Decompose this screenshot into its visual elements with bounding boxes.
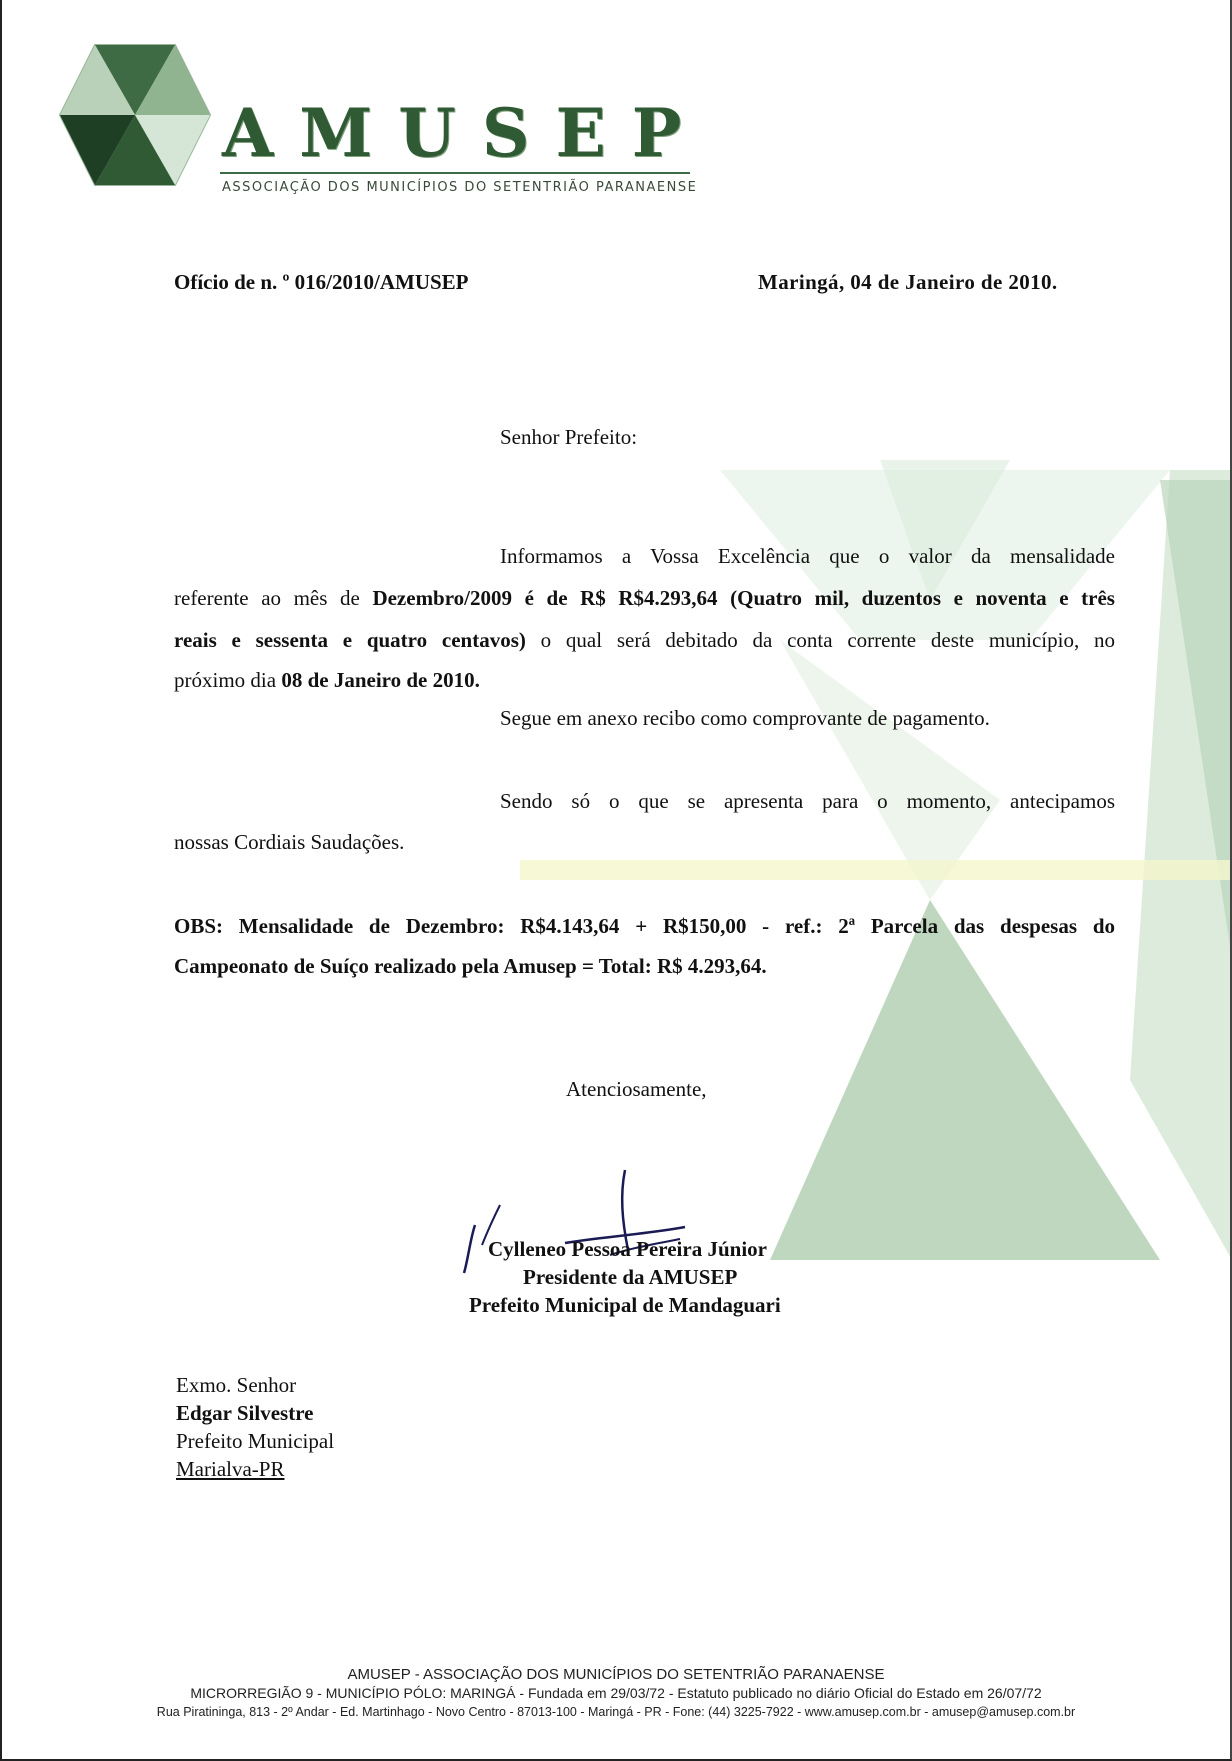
amusep-logo-icon (55, 40, 215, 190)
place-and-date: Maringá, 04 de Janeiro de 2010. (758, 270, 1058, 294)
salutation: Senhor Prefeito: (500, 425, 638, 449)
footer-line-1: AMUSEP - ASSOCIAÇÃO DOS MUNICÍPIOS DO SETENTRIÃO PARANAENSE (347, 1666, 885, 1683)
paragraph-1-line-3 (174, 628, 1115, 653)
observation-line-2: Campeonato de Suíço realizado pela Amusep = Total: R$ 4.293,64. (174, 954, 767, 978)
paragraph-3-line-1: Sendo só o que se apresenta para o momento, antecipamos (500, 789, 1115, 813)
document-reference: Ofício de n. º 016/2010/AMUSEP (174, 270, 469, 294)
letterhead-rule (220, 172, 690, 174)
p1-line4-text: próximo dia (174, 668, 282, 692)
p1-line2-text: referente ao mês de (174, 586, 373, 610)
p1-line3-text: o qual será debitado da conta corrente deste município, no (525, 628, 1115, 652)
p1-line4-bold: 08 de Janeiro de 2010. (281, 668, 480, 692)
signatory-name: Cylleneo Pessoa Pereira Júnior (488, 1237, 767, 1261)
paragraph-1-line-2 (174, 586, 1115, 611)
footer-line-2: MICRORREGIÃO 9 - MUNICÍPIO PÓLO: MARINGÁ - Fundada em 29/03/72 - Estatuto publicado no diário Oficial do Estado em 26/07/72 (190, 1685, 1042, 1701)
paragraph-2: Segue em anexo recibo como comprovante de pagamento. (500, 706, 990, 730)
recipient-name: Edgar Silvestre (176, 1401, 314, 1425)
p1-line3-bold: reais e sessenta e quatro centavos) (174, 628, 526, 652)
footer-line-3: Rua Piratininga, 813 - 2º Andar - Ed. Martinhago - Novo Centro - 87013-100 - Maringá - PR - Fone: (44) 3225-7922 - www.amusep.com.br - amusep@amusep.com.br (156, 1705, 1076, 1719)
paragraph-1-line-1: Informamos a Vossa Excelência que o valor da mensalidade (500, 544, 1115, 568)
recipient-honorific: Exmo. Senhor (176, 1373, 297, 1397)
signatory-title-2: Prefeito Municipal de Mandaguari (469, 1293, 781, 1317)
recipient-city: Marialva-PR (176, 1457, 285, 1481)
p1-line2-bold: Dezembro/2009 é de R$ R$4.293,64 (Quatro mil, duzentos e noventa e três (372, 586, 1115, 610)
letterhead-acronym: AMUSEP (222, 94, 708, 172)
recipient-role: Prefeito Municipal (176, 1429, 335, 1453)
signatory-title-1: Presidente da AMUSEP (523, 1265, 738, 1289)
paragraph-3-line-2: nossas Cordiais Saudações. (174, 830, 405, 854)
observation-line-1: OBS: Mensalidade de Dezembro: R$4.143,64 + R$150,00 - ref.: 2ª Parcela das despesas do (174, 914, 1115, 938)
letterhead-full-name: ASSOCIAÇÃO DOS MUNICÍPIOS DO SETENTRIÃO PARANAENSE (222, 180, 698, 195)
paragraph-1-line-4 (174, 670, 480, 691)
closing: Atenciosamente, (566, 1077, 707, 1101)
